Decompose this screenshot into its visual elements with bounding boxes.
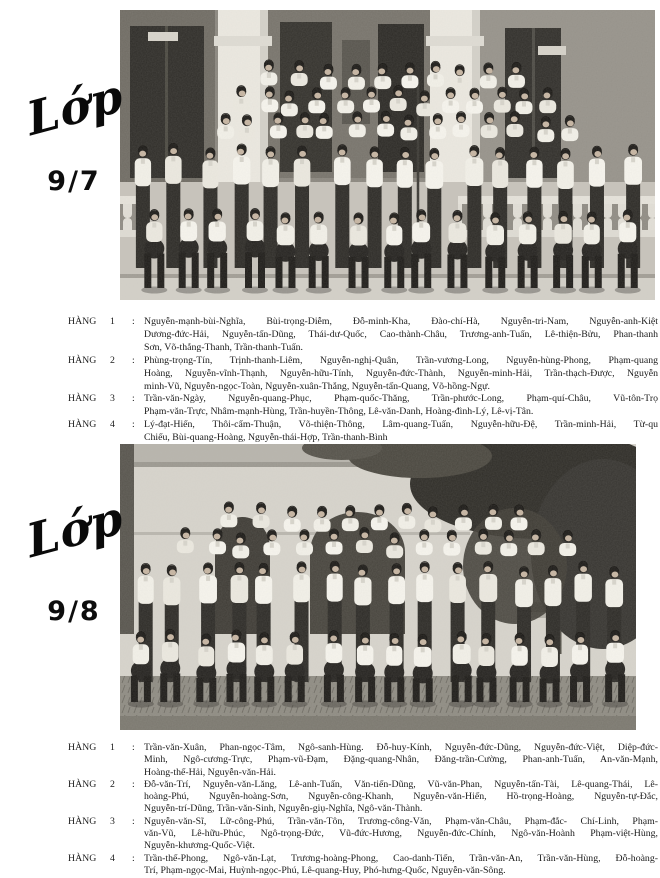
names-line: văn-Vũ, Lê-hữu-Phúc, Ngô-trọng-Đức, Vũ-đức-Hương, Nguyễn-đức-Chính, Ngô-văn-Hoành Phạm-việt-Hùng,: [144, 828, 658, 840]
class-word: Lớp: [22, 67, 128, 147]
name-row-4: [68, 419, 658, 445]
name-list-9-7: [68, 316, 658, 445]
class-label-9-8: [22, 489, 128, 569]
row-label: HÀNG 1 :: [68, 742, 135, 753]
names-line: Phùng-trọng-Tín, Trịnh-thanh-Liêm, Nguyễn-nghị-Quân, Trần-vương-Long, Nguyễn-hùng-Phong, Phạm-quang: [144, 354, 658, 366]
row-label: HÀNG 1 :: [68, 316, 135, 327]
names-line: Chiếu, Bùi-quang-Hoàng, Nguyễn-thái-Hợp, Trần-thanh-Bình: [144, 432, 388, 444]
name-list-9-8: [68, 742, 658, 877]
name-row-2: [68, 779, 658, 816]
names-line: Lý-đạt-Hiến, Thôi-cẩm-Thuận, Võ-thiện-Thông, Lâm-quang-Tuấn, Nguyễn-hữu-Đệ, Trần-minh-Hải, Từ-qu: [144, 419, 658, 431]
class-photo-9-7-illustration: [120, 10, 655, 300]
names-line: Dương-đức-Hải, Nguyễn-tấn-Dũng, Thái-dư-Quốc, Cao-thành-Châu, Trương-anh-Tuấn, Lê-thiện-Bửu, Phan-thanh: [144, 328, 658, 340]
names-line: Minh, Ngô-cương-Trực, Phạm-vũ-Đạm, Đặng-quang-Nhân, Đăng-trần-Cường, Phan-anh-Tuấn, An-văn-Mạnh,: [144, 754, 658, 766]
name-row-2: [68, 355, 658, 394]
names-line: Trần-thế-Phong, Ngô-văn-Lạt, Trương-hoàng-Phong, Cao-danh-Tiến, Trần-văn-An, Trần-văn-Hùng, Đỗ-hoàng-: [144, 852, 658, 864]
row-label: HÀNG 4 :: [68, 419, 135, 431]
names-line: Nguyễn-khương-Quốc-Việt.: [144, 840, 255, 852]
row-label: HÀNG 2 :: [68, 354, 135, 366]
name-row-3: [68, 393, 658, 419]
names-line: Đỗ-văn-Trí, Nguyễn-văn-Lăng, Lê-anh-Tuấn, Văn-tiến-Dũng, Vũ-văn-Phan, Nguyễn-tấn-Tài, Lê-quang-Thái, Lê-: [144, 778, 658, 790]
class-word: Lớp: [22, 489, 128, 569]
name-row-1: [68, 742, 658, 779]
names-line: Phạm-văn-Trực, Nhâm-mạnh-Hùng, Trần-huyền-Thông, Lê-văn-Danh, Hoàng-đình-Lý, Lê-vị-Tân.: [144, 406, 534, 418]
row-label: HÀNG 3 :: [68, 815, 135, 827]
name-row-1: [68, 316, 658, 355]
class-photo-9-8: [120, 444, 636, 730]
row-label: HÀNG 3 :: [68, 393, 135, 405]
names-line: hoàng-Phú, Nguyễn-hoàng-Sơn, Nguyễn-công-Khanh, Nguyễn-văn-Hiến, Hồ-trọng-Hoàng, Nguyễn-tự-Đắc,: [144, 791, 658, 803]
name-row-4: [68, 853, 658, 878]
name-row-3: [68, 816, 658, 853]
row-label: HÀNG 2 :: [68, 778, 135, 790]
names-line: Nguyễn-văn-Sĩ, Lữ-công-Phú, Trần-văn-Tôn, Trương-công-Văn, Phạm-văn-Châu, Phạm-đắc- Chí-Linh, Phạm-: [144, 815, 658, 827]
class-photo-9-8-illustration: [120, 444, 636, 730]
names-line: minh-Vũ, Nguyễn-ngọc-Toàn, Nguyễn-xuân-Thắng, Nguyễn-tấn-Quang, Võ-hồng-Ngự.: [144, 380, 490, 392]
names-line: Nguyễn-mạnh-bùi-Nghĩa, Bùi-trọng-Diễm, Đỗ-minh-Kha, Đào-chí-Hà, Nguyễn-tri-Nam, Nguyễn-anh-Kiệt: [144, 316, 658, 327]
class-number-9-7: 9/7: [47, 166, 101, 197]
class-label-9-7: [22, 67, 128, 147]
names-line: Trần-văn-Xuân, Phan-ngọc-Tâm, Ngô-sanh-Hùng. Đỗ-huy-Kính, Nguyễn-đức-Dũng, Nguyễn-đức-Việt, Diệp-đức-: [144, 742, 658, 753]
names-line: Hoàng-thế-Hải, Nguyễn-văn-Hải.: [144, 766, 276, 778]
class-photo-9-7: [120, 10, 655, 300]
names-line: Sơn, Võ-thắng-Thanh, Trần-thanh-Tuấn.: [144, 341, 303, 353]
class-number-9-8: 9/8: [47, 596, 101, 627]
names-line: Trần-văn-Ngày, Nguyễn-quang-Phục, Phạm-quốc-Thăng, Trần-phước-Long, Phạm-quí-Châu, Vũ-tôn-Trọ: [144, 393, 658, 405]
row-label: HÀNG 4 :: [68, 852, 135, 864]
names-line: Trí, Phạm-ngọc-Mai, Huỳnh-ngọc-Phú, Lê-quang-Huy, Phó-hưng-Quốc, Nguyễn-văn-Sông.: [144, 864, 506, 876]
names-line: Nguyễn-trí-Dũng, Trần-văn-Sinh, Nguyễn-giụ-Nghĩa, Ngô-văn-Thành.: [144, 803, 423, 815]
names-line: Hoàng, Nguyễn-vĩnh-Thạnh, Nguyễn-hữu-Tính, Nguyễn-đức-Thành, Nguyễn-minh-Hải, Trần-thạch-Được, Nguyễn: [144, 367, 658, 379]
